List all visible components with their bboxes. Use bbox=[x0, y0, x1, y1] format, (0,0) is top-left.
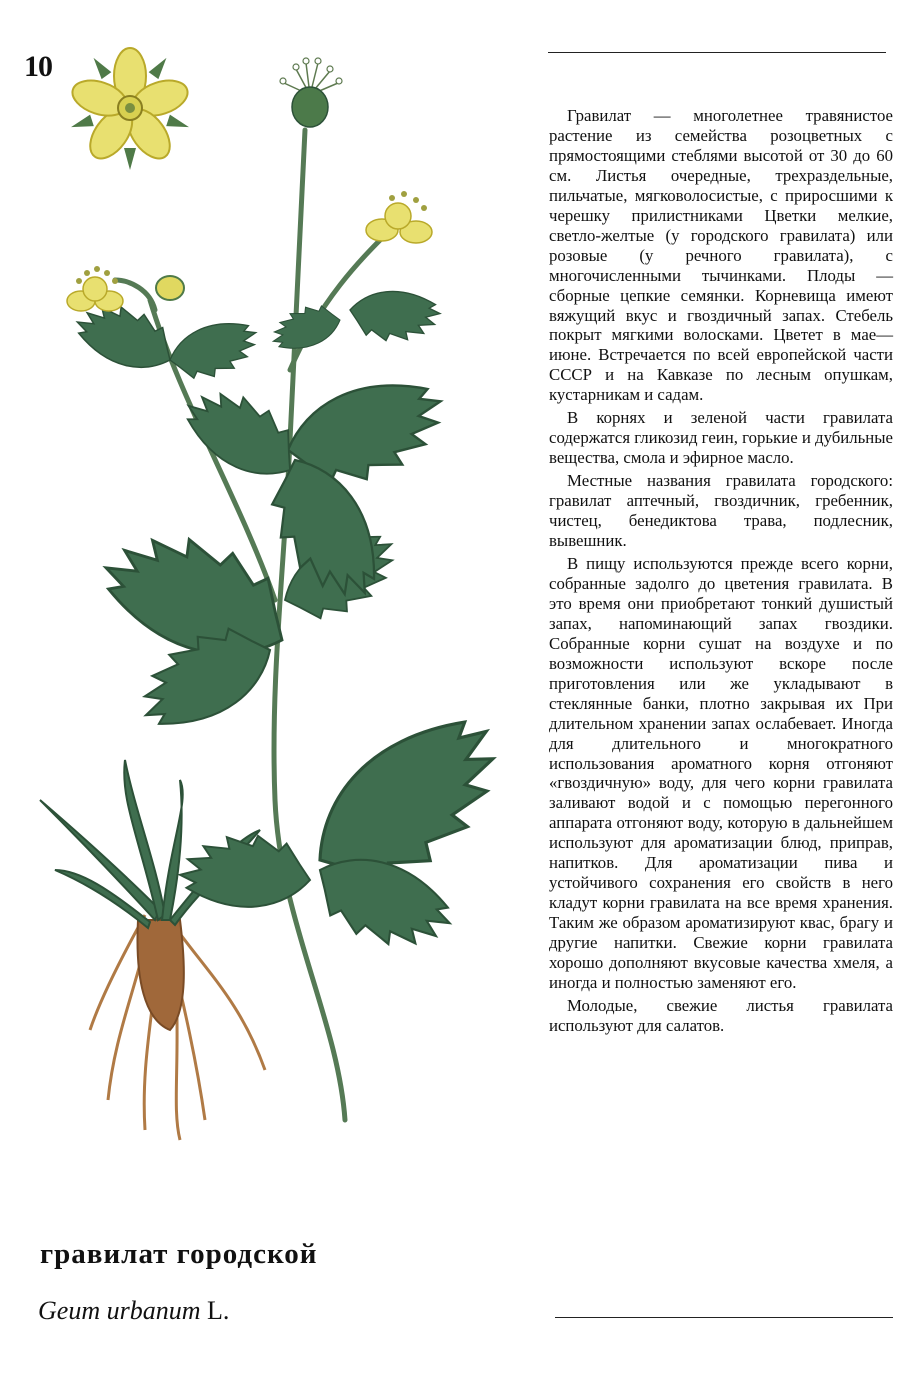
body-text bbox=[549, 106, 893, 1039]
flower-icon bbox=[67, 266, 123, 311]
page-title: гравилат городской bbox=[40, 1238, 318, 1270]
plant-illustration bbox=[20, 40, 520, 1170]
paragraph-description: Гравилат — многолетнее травянистое растение из семейства розоцветных с прямостоящими стеблями высотой от 30 до 60 см. Листья очередные, трехраздельные, пильчатые, мягковолосистые, с приросшими к черешку прилистниками Цветки мелкие, светло-желтые (у городского гравилата) или розовые (у речного гравилата), с многочисленными тычинками. Плоды — сборные цепкие семянки. Корневища имеют вяжущий вкус и гвоздичный запах. Стебель покрыт мягкими волосками. Цветет в мае—июне. Встречается по всей европейской части СССР и на Кавказе по лесным опушкам, кустарникам и садам. bbox=[549, 106, 893, 405]
paragraph-salads: Молодые, свежие листья гравилата используют для салатов. bbox=[549, 995, 893, 1035]
rhizome bbox=[137, 920, 183, 1030]
fruit-head-icon bbox=[280, 58, 342, 127]
bottom-rule bbox=[555, 1317, 893, 1318]
latin-author: L. bbox=[207, 1296, 230, 1325]
top-rule bbox=[548, 52, 886, 53]
paragraph-local-names: Местные названия гравилата городского: гравилат аптечный, гвоздичник, гребенник, чистец, бенедиктова трава, подлесник, вывешник. bbox=[549, 471, 893, 551]
paragraph-composition: В корнях и зеленой части гравилата содержатся гликозид геин, горькие и дубильные вещества, смола и эфирное масло. bbox=[549, 408, 893, 468]
latin-binomial: Geum urbanum bbox=[38, 1296, 201, 1325]
page-number: 10 bbox=[24, 50, 52, 83]
flower-icon bbox=[366, 191, 432, 243]
flower-bud-icon bbox=[156, 276, 184, 300]
flower-icon bbox=[68, 48, 192, 170]
paragraph-culinary-use: В пищу используются прежде всего корни, собранные задолго до цветения гравилата. В это время они приобретают тонкий душистый запах, напоминающий запах гвоздики. Собранные корни сушат на воздухе и по возможности используют вскоре после приготовления или же укладывают в стеклянные банки, плотно закрывая их При длительном хранении запах ослабевает. Иногда для длительного и многократного использования ароматного корня отгоняют «гвоздичную» воду, для чего корни гравилата заливают водой и с помощью перегонного аппарата отгоняют воду, которую в дальнейшем используют для ароматизации блюд, приправ, напитков. Для ароматизации пива и устойчивого сохранения его свойств в него кладут корни гравилата на все время хранения. Таким же образом ароматизируют квас, брагу и другие напитки. Свежие корни гравилата хорошо дополняют вкусовые качества хмеля, а иногда и полностью заменяют его. bbox=[549, 553, 893, 992]
latin-name bbox=[38, 1296, 229, 1326]
